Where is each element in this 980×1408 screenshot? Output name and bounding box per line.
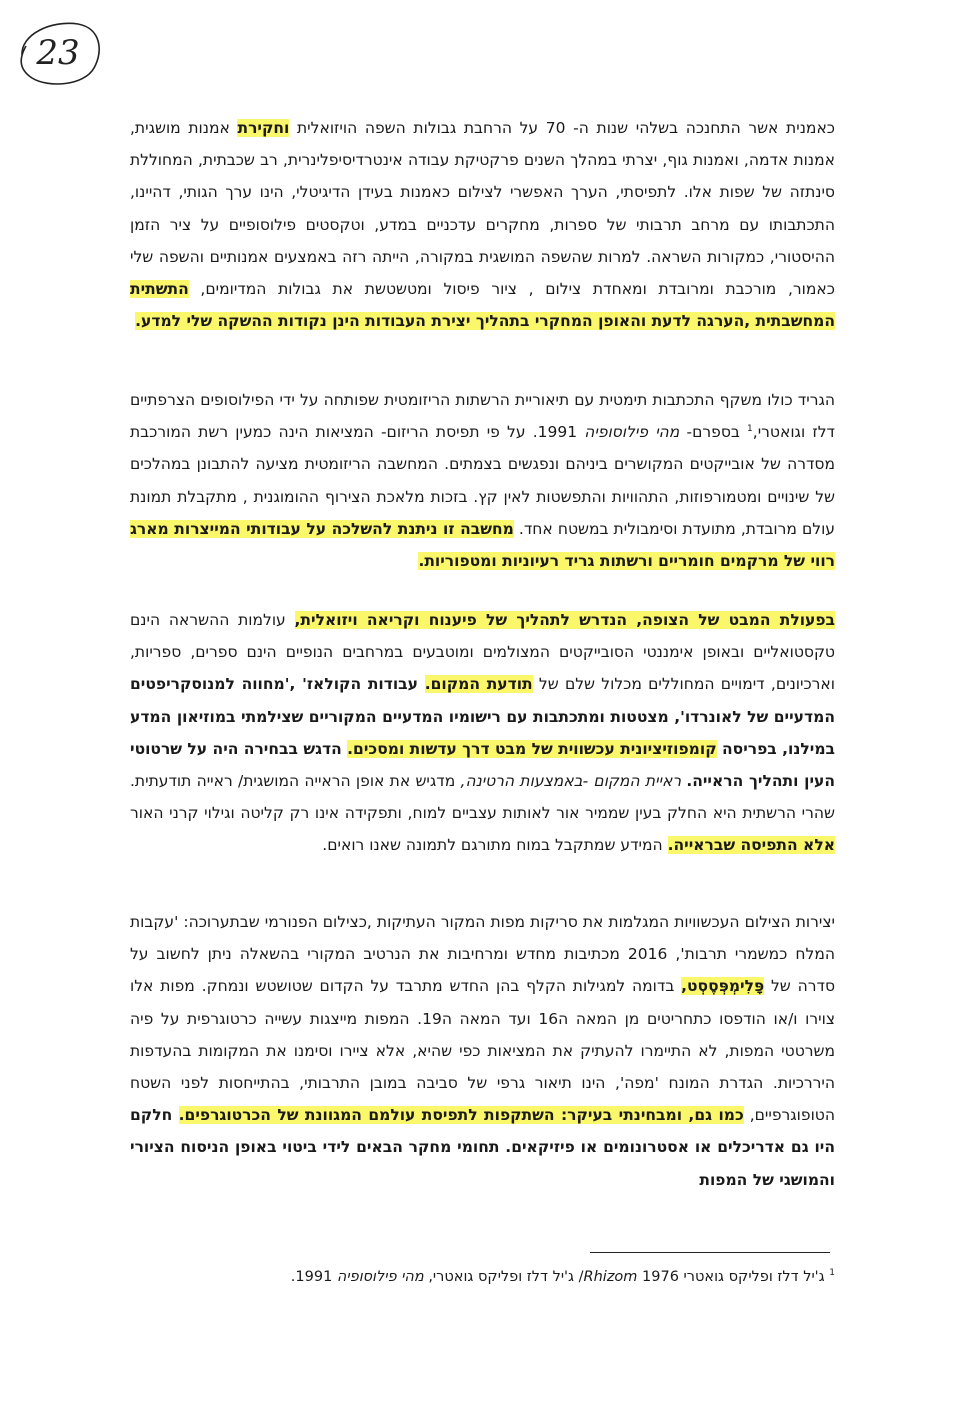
highlighted-text: קומפוזיציונית עכשווית של מבט דרך עדשות ומסכים.: [347, 739, 717, 758]
text-run: עבודות הקולאז' ,'מחווה למנוסקריפטים המדעיים של לאונרדו', מצטטות ומתכתבות עם רישומיו המדעיים המקוריים שצילמתי במוזיאון המדע במילנו, בפריסה: [130, 675, 835, 758]
text-run: הגריד כולו משקף התכתבות תימטית עם תיאוריית הרשתות הריזומטית שפותחה על ידי הפילוסופים הצרפתיים דלז וגואטרי,: [130, 391, 835, 442]
footnote: [130, 1266, 835, 1288]
text-run: בדומה למגילות הקלף בהן החדש מתרבד על הקדום שטושטש ונמחק. מפות אלו צוירו ו/או הודפסו כתחריטים מן המאה ה16 ועד המאה ה19. המפות מייצגות עשייה כרטוגרפית על פיה משרטטי המפות, לא התיימרו להעתיק את המציאות כפי שהיא, אלא ציירו וסימנו את המקומות בהעדפות היררכיות. הגדרת המונח 'מפה', הינו תיאור גרפי של סביבה במובן התרבותי, בהתייחסות לפני השטח הטופוגרפיים,: [130, 977, 836, 1125]
text-run: ג'יל דלז ופליקס גואטרי: [678, 1269, 830, 1285]
text-run: עולמות ההשראה הינם טקסטואליים ובאופן אימננטי הסובייקטים המצולמים ומוטבעים במרחבים הנופיים הינם ספרים, ספריות, וארכיונים, דימויים המחוללים מכלול שלם של: [130, 611, 836, 694]
page-number: 23: [36, 33, 80, 73]
text-run: Rhizom: [583, 1269, 638, 1285]
highlighted-text: תודעת המקום.: [424, 675, 533, 694]
text-run: כאמנית אשר התחנכה בשלהי שנות ה- 70 על הרחבת גבולות השפה הויזואלית: [289, 119, 835, 137]
text-run: 1976/ ג'יל דלז ופליקס גואטרי,: [423, 1269, 679, 1285]
handwritten-page-number: [12, 16, 104, 90]
highlighted-text: בפעולת המבט של הצופה, הנדרש לתהליך של פיענוח וקריאה ויזואלית,: [294, 611, 835, 629]
text-run: המידע שמתקבל במוח מתורגם לתמונה שאנו רואים.: [322, 836, 668, 855]
footnote-divider: [590, 1252, 830, 1253]
text-run: מהי פילוסופיה: [336, 1269, 424, 1285]
text-run: ראיית המקום -באמצעות הרטינה,: [460, 772, 682, 791]
text-run: מדגיש את אופן הראייה המושגית/ ראייה תודעתית. שהרי הרשתית היא החלק בעין שממיר אור לאותות עצביים למוח, ותפקידה אינו רק קליטה וגילוי קרני האור: [130, 772, 835, 823]
highlighted-text: כמו גם, ומבחינתי בעיקר: השתקפות לתפיסת עולמם המגוונת של הכרטוגרפים.: [178, 1106, 744, 1125]
footnote-ref: 1: [747, 424, 753, 435]
paragraph-1: [130, 112, 835, 337]
text-run: מהי פילוסופיה: [584, 423, 680, 442]
text-run: 1991. על פי תפיסת הריזום- המציאות הינה כמעין רשת המורכבת מסדרה של אובייקטים המקושרים ביניהם ונפגשים בצמתים. המחשבה הריזומטית מציעה להתבונן במהלכים של שינויים ומטמורפוזות, התהוויות והתפשטות לאין קץ. בזכות מלאכת הצירוף ההומוגנית , מתקבלת תמונת עולם מרובדת, מתועדת וסימבולית במשטח אחד.: [130, 423, 835, 538]
text-run: יצירות הצילום העכשוויות המגלמות את סריקות מפות המקור העתיקות ,כצילום הפנורמי שבתערוכה: 'עקבות המלח כמשמרי תרבות', 2016 מכתיבות מחדש ומרחיבות את הנרטיב המקורי בהשאלה ניתן לחשוב על סדרה של: [130, 913, 836, 996]
highlighted-text: וחקירת: [237, 119, 290, 137]
text-run: 1991.: [290, 1269, 337, 1285]
highlighted-text: התשתית המחשבתית ,הערגה לדעת והאופן המחקרי בתהליך יצירת העבודות הינן נקודות ההשקה שלי למדע.: [130, 280, 835, 331]
paragraph-2: [130, 384, 835, 577]
paragraph-4: [130, 906, 835, 1196]
footnote-ref: 1: [829, 1268, 835, 1279]
text-run: הדגש בבחירה היה על שרטוטי העין ותהליך הראייה.: [130, 739, 835, 791]
highlighted-text: מחשבה זו ניתנת להשלכה על עבודותי המייצרות מארג רווי של מרקמים חומריים ורשתות גריד רעיוניות ומטפוריות.: [130, 519, 835, 571]
text-run: אמנות מושגית, אמנות אדמה, ואמנות גוף, יצרתי במהלך השנים פרקטיקת עבודה אינטרדיסיפלינרית, רב שכבתית, המחוללת סינתזה של שפות אלו. לתפיסתי, הערך האפשרי לצילום כאמנות בעידן הדיגיטלי, הינו ערך הגותי, דהיינו, התכתבותו עם מרחב תרבותי של ספרות, מחקרים עדכניים במדע, וטקסטים פילוסופיים על ציר הזמן ההיסטורי, כמקורות השראה. למרות שהשפה המושגית במקורה, הייתה רזה באמצעים אמנותיים והשפה שלי כאמור, מורכבת ומרובדת ומאחדת צילום , ציור פיסול ומטשטשת את גבולות המדיומים,: [130, 119, 835, 299]
text-run: חלקם היו גם אדריכלים או אסטרונומים או פיזיקאים. תחומי מחקר הבאים לידי ביטוי באופן הניסוח הציורי והמושגי של המפות: [130, 1106, 835, 1189]
text-run: בספרם-: [679, 423, 748, 442]
highlighted-text: פָּלִימְפְּסֶסְט,: [681, 977, 765, 996]
paragraph-3: [130, 604, 835, 862]
highlighted-text: אלא התפיסה שבראייה.: [667, 836, 835, 855]
